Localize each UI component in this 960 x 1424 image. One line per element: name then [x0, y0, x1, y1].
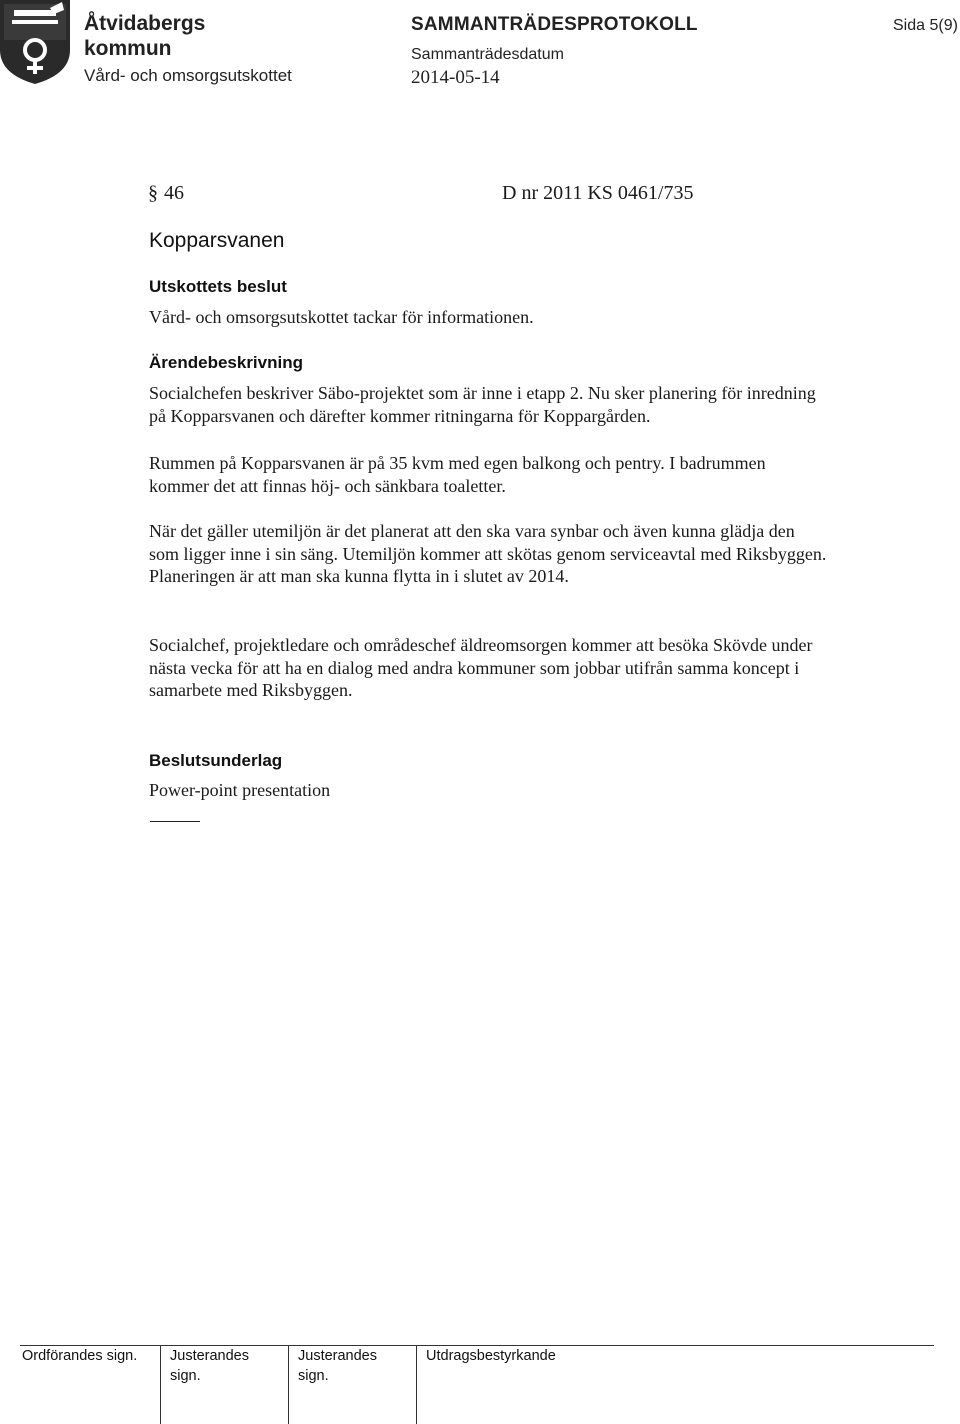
description-paragraph	[149, 520, 829, 588]
case-number: D nr 2011 KS 0461/735	[502, 182, 694, 204]
organization-name: Åtvidabergs	[84, 12, 206, 35]
description-paragraph	[149, 452, 829, 497]
footer-cell-divider	[416, 1345, 417, 1424]
basis-heading: Beslutsunderlag	[149, 751, 283, 770]
description-paragraph-4: Socialchef, projektledare och områdeschef äldreomsorgen kommer att besöka Skövde under nästa vecka för att ha en dialog med andra kommuner som jobbar utifrån samma koncept i samarbete med Riksbyggen.	[149, 635, 813, 701]
meeting-date: 2014-05-14	[411, 67, 500, 88]
footer-cell-divider	[288, 1345, 289, 1424]
paragraph-number: 46	[164, 182, 184, 204]
description-paragraph	[149, 382, 829, 427]
adjuster-2-label	[298, 1346, 377, 1386]
certification-label: Utdragsbestyrkande	[426, 1348, 556, 1364]
adjuster-2-label-line1: Justerandes	[298, 1348, 377, 1364]
page-number: Sida 5(9)	[893, 17, 958, 34]
paragraph-sign: §	[148, 182, 158, 204]
decision-text: Vård- och omsorgsutskottet tackar för informationen.	[149, 307, 534, 327]
document-title: SAMMANTRÄDESPROTOKOLL	[411, 14, 698, 35]
end-rule	[150, 821, 200, 822]
description-paragraph-1: Socialchefen beskriver Säbo-projektet som är inne i etapp 2. Nu sker planering för inredning på Kopparsvanen och därefter kommer ritningarna för Koppargården.	[149, 383, 816, 426]
municipal-crest-icon	[0, 0, 72, 84]
adjuster-1-label-line2: sign.	[170, 1368, 201, 1384]
description-paragraph-2: Rummen på Kopparsvanen är på 35 kvm med egen balkong och pentry. I badrummen kommer det att finnas höj- och sänkbara toaletter.	[149, 453, 766, 496]
meeting-date-label: Sammanträdesdatum	[411, 46, 564, 63]
footer-cell-divider	[160, 1345, 161, 1424]
adjuster-1-label	[170, 1346, 249, 1386]
adjuster-2-label-line2: sign.	[298, 1368, 329, 1384]
organization-type: kommun	[84, 37, 172, 60]
item-title: Kopparsvanen	[149, 229, 285, 252]
decision-heading: Utskottets beslut	[149, 277, 287, 296]
committee-name: Vård- och omsorgsutskottet	[84, 66, 292, 85]
description-paragraph	[149, 634, 829, 702]
chair-signature-label: Ordförandes sign.	[22, 1348, 138, 1364]
adjuster-1-label-line1: Justerandes	[170, 1348, 249, 1364]
basis-text: Power-point presentation	[149, 780, 331, 800]
description-paragraph-3: När det gäller utemiljön är det planerat att den ska vara synbar och även kunna glädja den som ligger inne i sin säng. Utemiljön kommer att skötas genom serviceavtal med Riksbyggen. Planeringen är att man ska kunna flytta in i slutet av 2014.	[149, 521, 827, 587]
description-heading: Ärendebeskrivning	[149, 353, 303, 372]
